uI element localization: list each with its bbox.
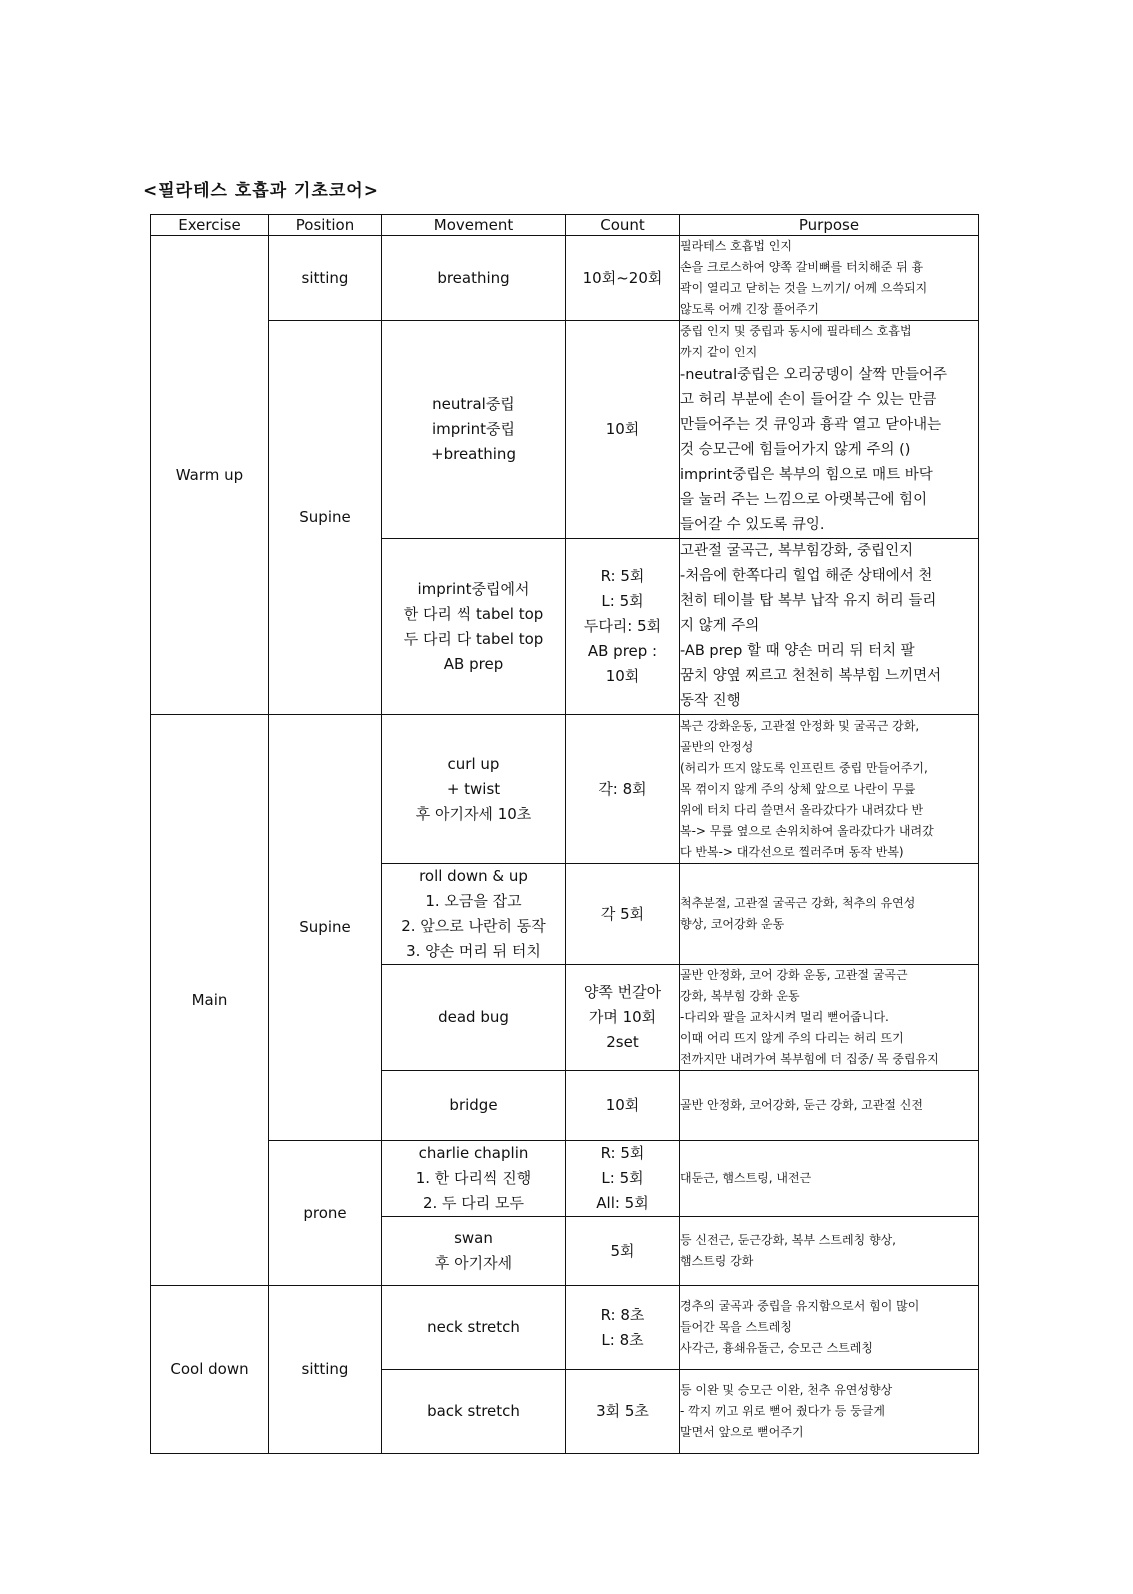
text-line: 10회	[605, 1096, 640, 1114]
text-line: 고관절 굴곡근, 복부힘강화, 중립인지	[680, 543, 914, 559]
text-line: 목 꺾이지 않게 주의 상체 앞으로 나란이 무릎	[680, 781, 916, 796]
text-line: 두다리: 5회	[583, 617, 662, 635]
text-line: breathing	[437, 268, 510, 287]
text-line: - 깍지 끼고 위로 뻗어 줬다가 등 둥글게	[680, 1404, 885, 1418]
text-line: 가며 10회	[588, 1008, 657, 1026]
count-cell	[566, 1370, 680, 1454]
count-cell	[566, 965, 680, 1071]
movement-cell	[382, 965, 566, 1071]
table-row	[151, 321, 979, 539]
table-row	[151, 236, 979, 321]
text-line: -AB prep 할 때 양손 머리 뒤 터치 팔	[680, 643, 915, 659]
text-line: charlie chaplin	[418, 1144, 529, 1162]
movement-cell	[382, 539, 566, 715]
text-line: 두 다리 다 tabel top	[403, 629, 544, 648]
text-line: 들어갈 수 있도록 큐잉.	[680, 517, 825, 533]
text-line: 5회	[610, 1241, 635, 1260]
purpose-cell	[680, 539, 979, 715]
purpose-cell	[680, 236, 979, 321]
text-line: 대둔근, 햄스트링, 내전근	[680, 1171, 812, 1185]
text-line: R: 5회	[600, 567, 645, 585]
header-purpose: Purpose	[680, 215, 979, 236]
purpose-cell	[680, 715, 979, 864]
purpose-cell	[680, 1217, 979, 1286]
text-line: + twist	[446, 779, 501, 798]
text-line: 10회	[605, 667, 640, 685]
text-line: imprint중립	[431, 420, 515, 438]
text-line: 양쪽 번갈아	[583, 983, 662, 1001]
text-line: 다 반복-> 대각선으로 찔러주며 동작 반복)	[680, 844, 904, 859]
count-cell	[566, 1071, 680, 1141]
purpose-cell	[680, 864, 979, 965]
position-sitting: sitting	[269, 236, 382, 321]
purpose-cell	[680, 1141, 979, 1217]
text-line: 을 눌러 주는 느낌으로 아랫복근에 힘이	[680, 492, 928, 508]
movement-cell	[382, 321, 566, 539]
text-line: All: 5회	[596, 1194, 649, 1212]
text-line: 골반의 안정성	[680, 739, 754, 754]
text-line: -처음에 한쪽다리 힐업 해준 상태에서 천	[680, 568, 933, 584]
text-line: curl up	[447, 754, 500, 773]
exercise-main: Main	[151, 715, 269, 1286]
text-line: 각: 8회	[598, 779, 647, 798]
text-line: 손을 크로스하여 양쪽 갈비뼈를 터치해준 뒤 흉	[680, 260, 924, 274]
table-row	[151, 715, 979, 864]
text-line: 2. 앞으로 나란히 동작	[401, 917, 546, 935]
text-line: 동작 진행	[680, 693, 741, 709]
position-supine: Supine	[269, 321, 382, 715]
text-line: AB prep	[443, 654, 504, 673]
text-line: R: 8초	[600, 1305, 645, 1324]
count-cell	[566, 236, 680, 321]
exercise-cool-down: Cool down	[151, 1286, 269, 1454]
header-exercise: Exercise	[151, 215, 269, 236]
movement-cell	[382, 1370, 566, 1454]
purpose-cell	[680, 321, 979, 539]
text-line: L: 5회	[601, 592, 644, 610]
count-cell	[566, 1141, 680, 1217]
text-line: R: 5회	[600, 1144, 645, 1162]
text-line: (허리가 뜨지 않도록 인프린트 중립 만들어주기,	[680, 760, 928, 775]
pilates-plan-table	[150, 214, 979, 1454]
table-row	[151, 1286, 979, 1370]
movement-cell	[382, 715, 566, 864]
count-cell	[566, 864, 680, 965]
text-line: 3회 5초	[596, 1402, 649, 1420]
text-line: -neutral중립은 오리궁뎅이 살짝 만들어주	[680, 367, 948, 383]
text-line: bridge	[449, 1096, 498, 1114]
text-line: 각 5회	[600, 904, 645, 923]
text-line: back stretch	[427, 1402, 520, 1420]
text-line: 향상, 코어강화 운동	[680, 917, 785, 931]
text-line: 전까지만 내려가여 복부힘에 더 집중/ 목 중립유지	[680, 1052, 939, 1066]
text-line: +breathing	[431, 445, 516, 463]
text-line: neck stretch	[427, 1318, 520, 1336]
text-line: 복-> 무릎 옆으로 손위치하여 올라갔다가 내려갔	[680, 823, 934, 838]
purpose-cell	[680, 1071, 979, 1141]
text-line: 위에 터치 다리 쓸면서 올라갔다가 내려갔다 반	[680, 802, 924, 817]
text-line: 척추분절, 고관절 굴곡근 강화, 척추의 유연성	[680, 896, 916, 910]
text-line: 사각근, 흉쇄유돌근, 승모근 스트레칭	[680, 1341, 873, 1355]
text-line: 꿈치 양옆 찌르고 천천히 복부힘 느끼면서	[680, 668, 942, 684]
text-line: 골반 안정화, 코어강화, 둔근 강화, 고관절 신전	[680, 1098, 923, 1112]
text-line: 등 이완 및 승모근 이완, 천추 유연성향상	[680, 1383, 893, 1397]
text-line: 이때 어리 뜨지 않게 주의 다리는 허리 뜨기	[680, 1031, 904, 1045]
text-line: swan	[454, 1229, 493, 1247]
text-line: L: 8초	[601, 1330, 644, 1349]
position-sitting: sitting	[269, 1286, 382, 1454]
text-line: 중립 인지 및 중립과 동시에 필라테스 호흡법	[680, 324, 912, 338]
text-line: neutral중립	[432, 395, 515, 413]
text-line: 강화, 복부힘 강화 운동	[680, 989, 800, 1003]
text-line: 1. 오금을 잡고	[425, 892, 522, 910]
text-line: 고 허리 부분에 손이 들어갈 수 있는 만큼	[680, 392, 937, 408]
text-line: 후 아기자세 10초	[415, 804, 532, 823]
text-line: 햄스트링 강화	[680, 1254, 754, 1268]
movement-cell	[382, 1217, 566, 1286]
movement-cell	[382, 864, 566, 965]
document-title: <필라테스 호흡과 기초코어>	[143, 181, 379, 201]
text-line: 한 다리 씩 tabel top	[403, 604, 544, 623]
text-line: 지 않게 주의	[680, 618, 760, 634]
count-cell	[566, 1286, 680, 1370]
table-row	[151, 1141, 979, 1217]
header-count: Count	[566, 215, 680, 236]
purpose-cell	[680, 1370, 979, 1454]
purpose-cell	[680, 1286, 979, 1370]
text-line: 2set	[606, 1033, 639, 1051]
text-line: -다리와 팔을 교차시켜 멀리 뻗어줍니다.	[680, 1010, 889, 1024]
movement-cell	[382, 1286, 566, 1370]
movement-cell	[382, 236, 566, 321]
text-line: 3. 양손 머리 뒤 터치	[406, 942, 541, 960]
text-line: dead bug	[438, 1008, 509, 1026]
exercise-warm-up: Warm up	[151, 236, 269, 715]
text-line: AB prep :	[587, 642, 658, 660]
text-line: 들어간 목을 스트레칭	[680, 1320, 792, 1334]
text-line: 1. 한 다리씩 진행	[415, 1169, 532, 1187]
count-cell	[566, 539, 680, 715]
text-line: 않도록 어깨 긴장 풀어주기	[680, 302, 819, 316]
text-line: 후 아기자세	[434, 1254, 513, 1272]
text-line: imprint중립에서	[417, 579, 530, 598]
text-line: 등 신전근, 둔근강화, 복부 스트레칭 향상,	[680, 1233, 896, 1247]
count-cell	[566, 321, 680, 539]
header-position: Position	[269, 215, 382, 236]
table-header-row	[151, 215, 979, 236]
position-supine: Supine	[269, 715, 382, 1141]
text-line: 10회	[605, 420, 640, 438]
position-prone: prone	[269, 1141, 382, 1286]
text-line: 2. 두 다리 모두	[422, 1194, 525, 1212]
text-line: 필라테스 호흡법 인지	[680, 239, 792, 253]
text-line: 것 승모근에 힘들어가지 않게 주의 ()	[680, 442, 911, 458]
text-line: 경추의 굴곡과 중립을 유지함으로서 힘이 많이	[680, 1299, 920, 1313]
purpose-cell	[680, 965, 979, 1071]
text-line: imprint중립은 복부의 힘으로 매트 바닥	[680, 467, 933, 483]
count-cell	[566, 1217, 680, 1286]
text-line: 골반 안정화, 코어 강화 운동, 고관절 굴곡근	[680, 968, 908, 982]
text-line: 천히 테이블 탑 복부 납작 유지 허리 들리	[680, 593, 937, 609]
text-line: roll down & up	[419, 867, 528, 885]
text-line: 복근 강화운동, 고관절 안정화 및 굴곡근 강화,	[680, 718, 920, 733]
movement-cell	[382, 1071, 566, 1141]
text-line: 까지 같이 인지	[680, 345, 758, 359]
text-line: 말면서 앞으로 뻗어주기	[680, 1425, 804, 1439]
header-movement: Movement	[382, 215, 566, 236]
text-line: 10회~20회	[582, 268, 663, 287]
text-line: 곽이 열리고 닫히는 것을 느끼기/ 어께 으쓱되지	[680, 281, 928, 295]
text-line: 만들어주는 것 큐잉과 흉곽 열고 닫아내는	[680, 417, 942, 433]
text-line: L: 5회	[601, 1169, 644, 1187]
movement-cell	[382, 1141, 566, 1217]
count-cell	[566, 715, 680, 864]
